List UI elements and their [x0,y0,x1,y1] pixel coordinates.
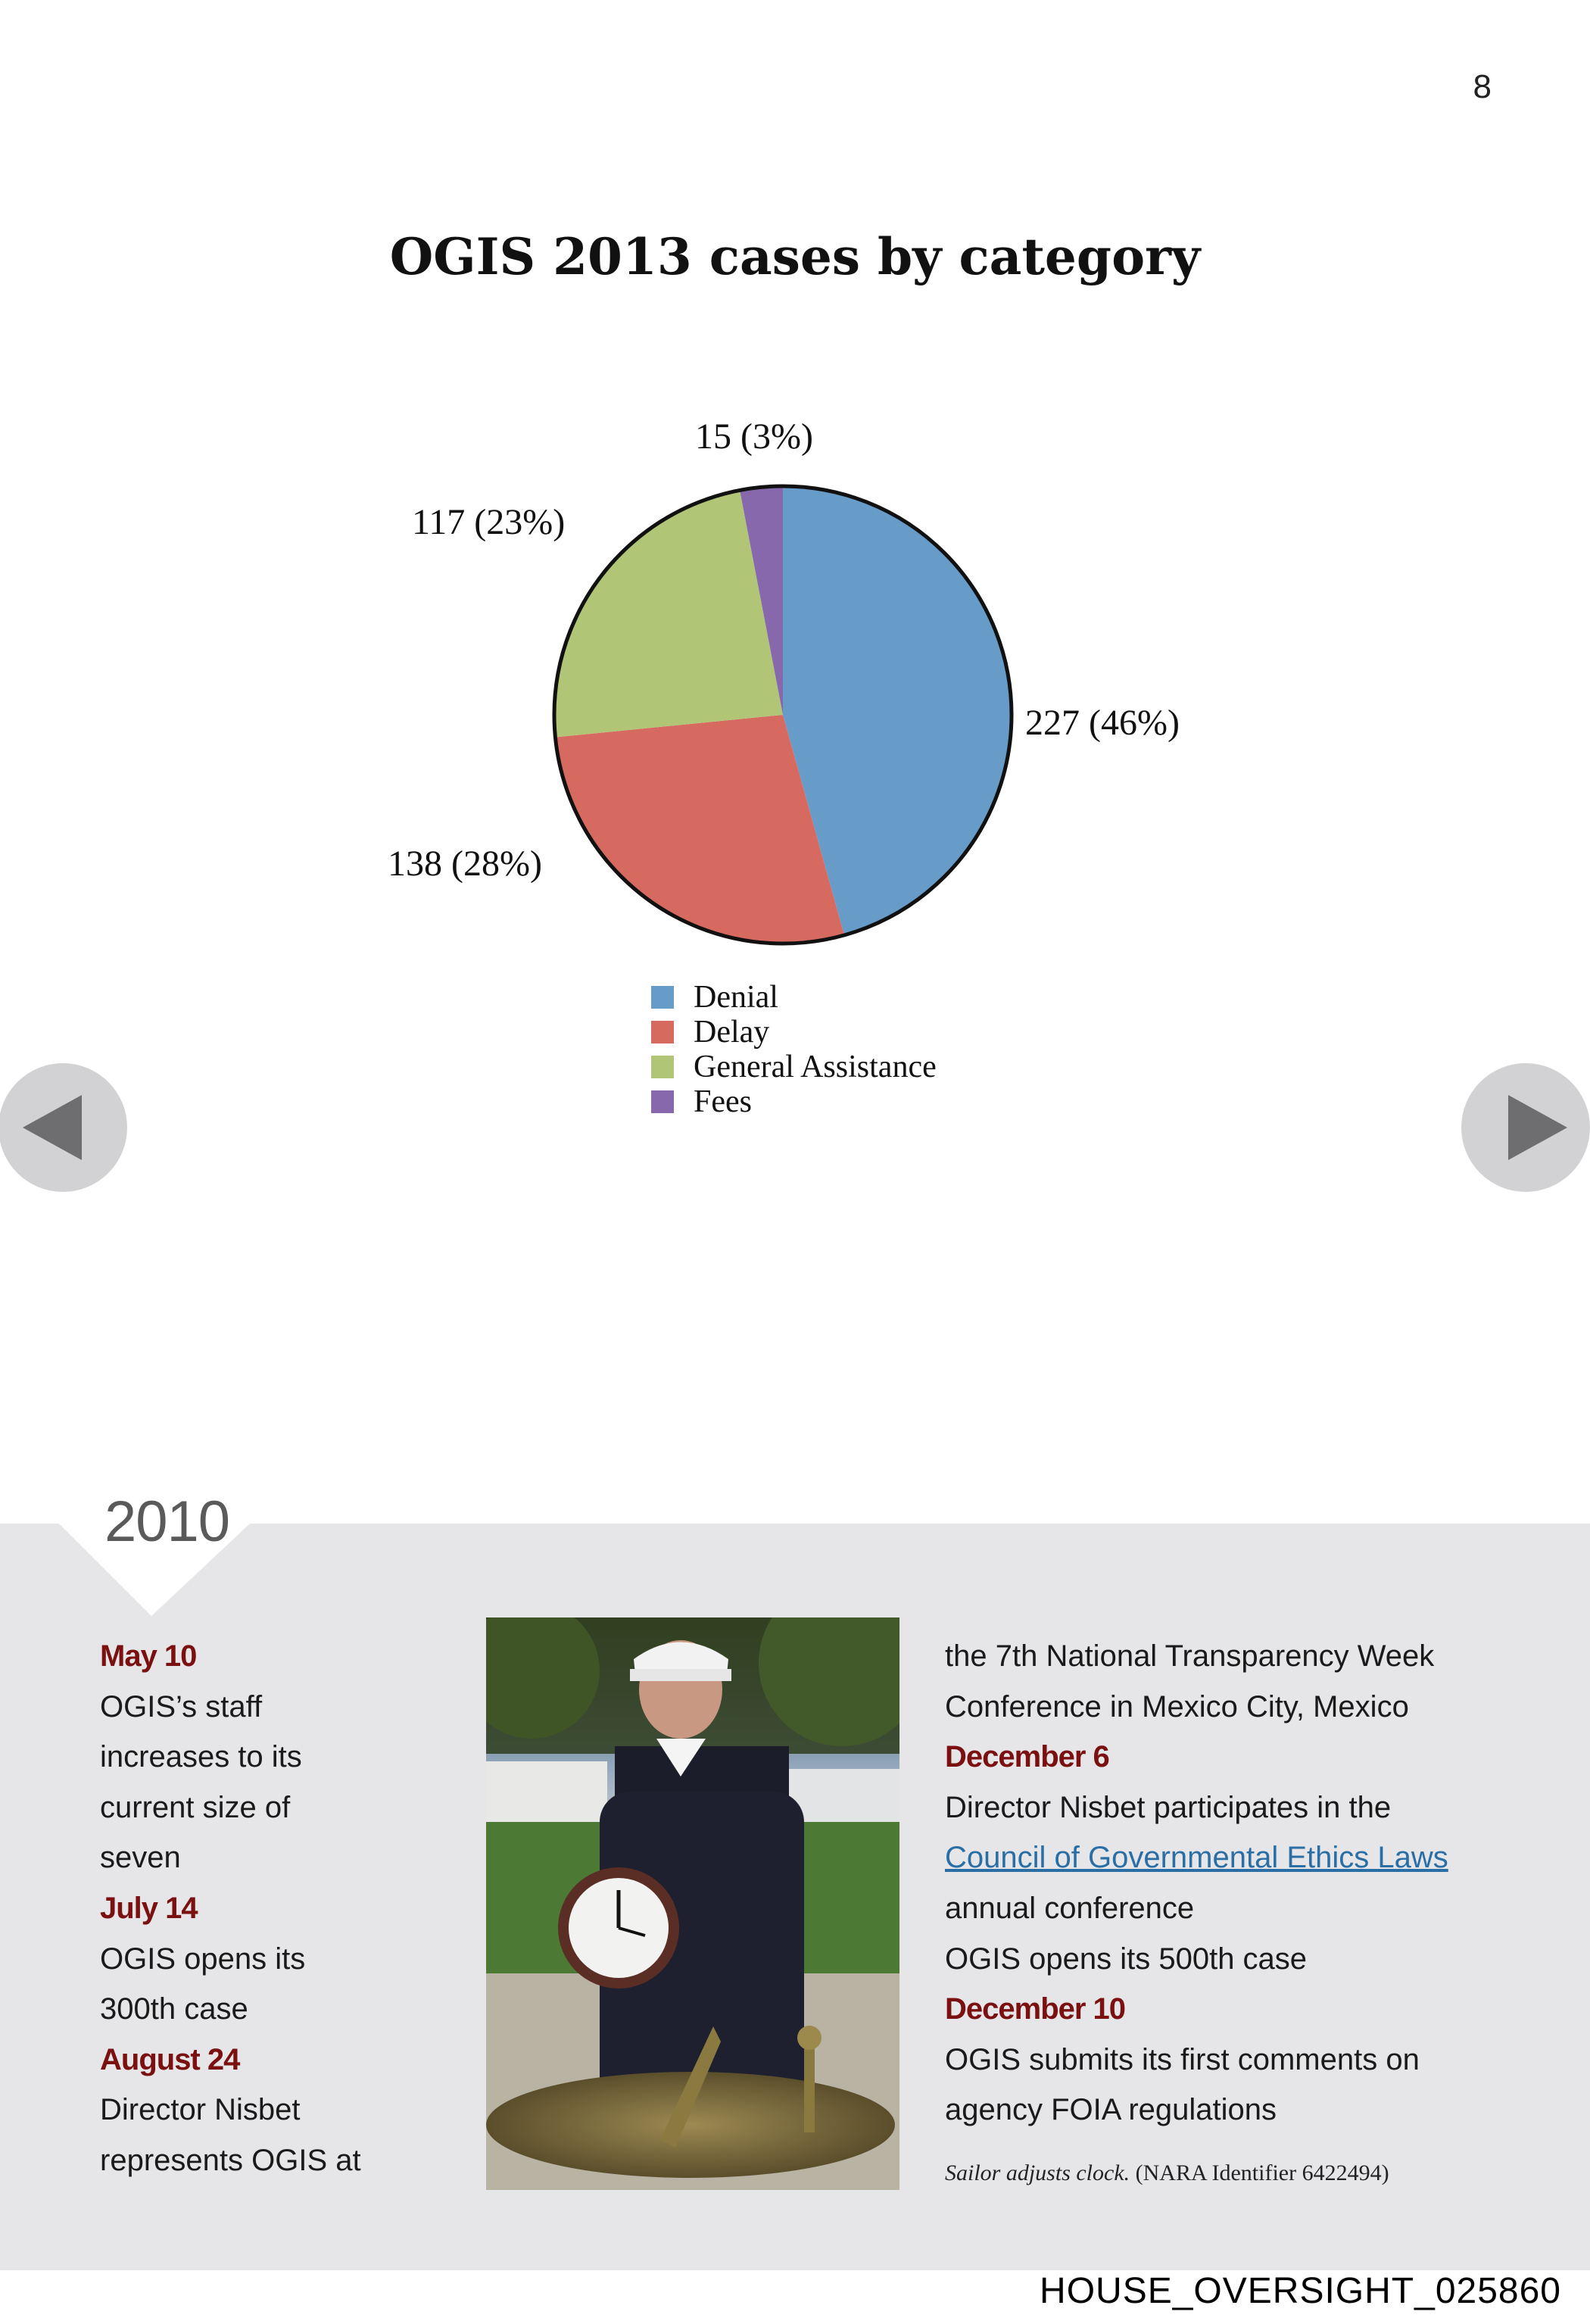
legend-label: General Assistance [694,1050,937,1084]
data-label: 227 (46%) [1025,703,1180,743]
event-text: OGIS’s staff [100,1689,263,1724]
event-date: July 14 [100,1891,198,1925]
event-date: December 6 [945,1740,1109,1774]
data-label: 15 (3%) [695,416,813,457]
chart-legend [651,980,937,1119]
arrow-right-icon [1461,1063,1590,1192]
event-text: Director Nisbet [100,2093,301,2127]
legend-label: Delay [694,1015,770,1050]
event-text: represents OGIS at [100,2143,361,2177]
previous-page-button[interactable] [0,1063,127,1192]
data-label: 117 (23%) [412,502,566,542]
legend-item-fees [651,1084,937,1119]
photo-caption [945,2160,1389,2186]
event-text: Conference in Mexico City, Mexico [945,1689,1409,1724]
event-text: Director Nisbet participates in the [945,1790,1392,1824]
caption-italic: Sailor adjusts clock. [945,2160,1130,2185]
next-page-button[interactable] [1461,1063,1590,1192]
event-text: current size of [100,1790,291,1824]
event-date: May 10 [100,1639,197,1673]
event-text: 300th case [100,1992,248,2026]
legend-swatch-fees [651,1090,674,1113]
event-text: agency FOIA regulations [945,2093,1277,2127]
page-number: 8 [1473,68,1492,105]
event-text: OGIS submits its first comments on [945,2042,1420,2076]
caption-identifier: (NARA Identifier 6422494) [1130,2160,1389,2185]
event-text: OGIS opens its 500th case [945,1942,1308,1976]
event-text: the 7th National Transparency Week [945,1639,1435,1673]
event-date: August 24 [100,2042,240,2076]
document-identifier: HOUSE_OVERSIGHT_025860 [1040,2271,1561,2311]
legend-label: Fees [694,1084,752,1119]
legend-swatch-denial [651,986,674,1009]
pie-chart [0,0,1590,984]
event-text: annual conference [945,1891,1195,1925]
timeline-left-column [100,1631,418,2186]
legend-label: Denial [694,980,778,1015]
legend-item-denial [651,980,937,1015]
legend-swatch-delay [651,1021,674,1043]
legend-item-delay [651,1015,937,1050]
data-label: 138 (28%) [388,844,542,884]
event-text: increases to its [100,1740,302,1774]
legend-swatch-general-assistance [651,1056,674,1078]
legend-item-general-assistance [651,1050,937,1084]
council-link[interactable]: Council of Governmental Ethics Laws [945,1841,1448,1875]
timeline-year: 2010 [104,1490,230,1554]
chart-title: OGIS 2013 cases by category [389,227,1201,286]
event-date: December 10 [945,1992,1126,2026]
timeline-right-column [945,1631,1520,2135]
arrow-left-icon [0,1063,127,1192]
event-text: OGIS opens its [100,1942,306,1976]
sailor-photo [486,1617,899,2190]
event-text: seven [100,1841,181,1875]
